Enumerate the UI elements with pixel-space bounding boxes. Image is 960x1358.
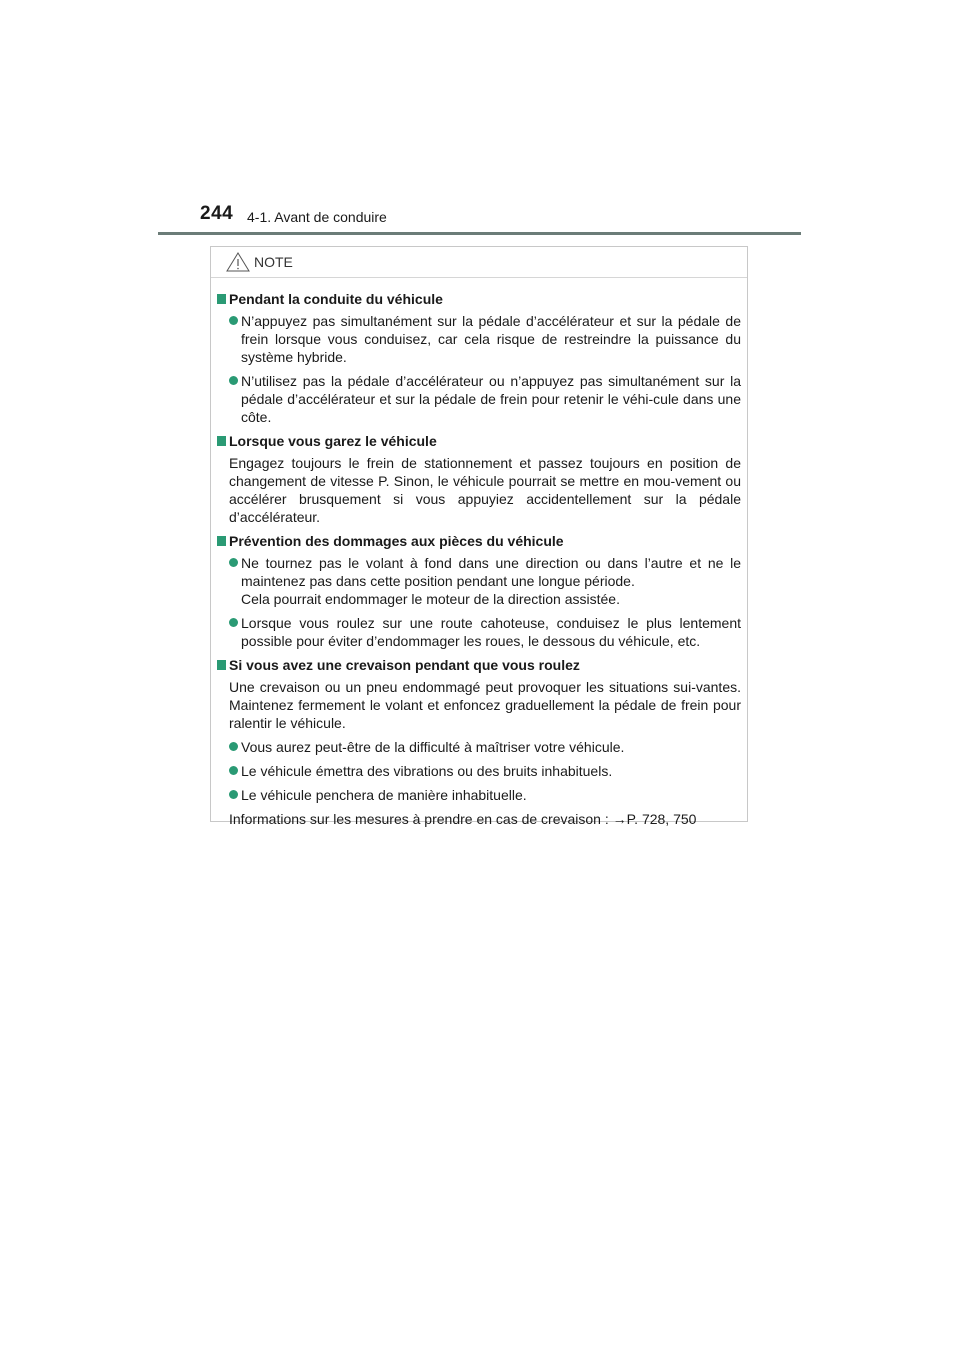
square-bullet-icon (217, 436, 226, 446)
section-heading: Pendant la conduite du véhicule (217, 290, 741, 308)
note-header (211, 247, 747, 278)
header-rule (158, 232, 801, 235)
list-item: N’utilisez pas la pédale d’accélérateur ou n’appuyez pas simultanément sur la pédale d’accélérateur et sur la pédale de frein pour retenir le véhi-cule dans une côte. (217, 372, 741, 426)
note-body (211, 278, 747, 828)
page-number: 244 (200, 203, 234, 224)
round-bullet-icon (229, 790, 238, 799)
note-box (210, 246, 748, 827)
warning-triangle-icon (226, 252, 250, 272)
square-bullet-icon (217, 660, 226, 670)
list-item: Vous aurez peut-être de la difficulté à maîtriser votre véhicule. (217, 738, 741, 756)
round-bullet-icon (229, 742, 238, 751)
reference-line: Informations sur les mesures à prendre en cas de crevaison : →P. 728, 750 (229, 811, 697, 827)
page-header (200, 203, 800, 231)
round-bullet-icon (229, 376, 238, 385)
paragraph: Engagez toujours le frein de stationnement et passez toujours en position de changement de vitesse P. Sinon, le véhicule pourrait se mettre en mou-vement ou accélérer brusquement si vous appuyiez accidentellement sur la pédale d’accélérateur. (229, 455, 741, 525)
note-title: NOTE (254, 254, 293, 270)
list-item: Le véhicule penchera de manière inhabituelle. (217, 786, 741, 804)
round-bullet-icon (229, 558, 238, 567)
list-item: N’appuyez pas simultanément sur la pédale d’accélérateur et sur la pédale de frein lorsque vous conduisez, car cela risque de restreindre la puissance du système hybride. (217, 312, 741, 366)
square-bullet-icon (217, 294, 226, 304)
round-bullet-icon (229, 766, 238, 775)
section-title: 4-1. Avant de conduire (247, 209, 387, 225)
section-heading: Si vous avez une crevaison pendant que vous roulez (217, 656, 741, 674)
list-item: Ne tournez pas le volant à fond dans une direction ou dans l’autre et ne le maintenez pas dans cette position pendant une longue période. Cela pourrait endommager le moteur de la direction assistée. (217, 554, 741, 608)
list-item: Le véhicule émettra des vibrations ou des bruits inhabituels. (217, 762, 741, 780)
square-bullet-icon (217, 536, 226, 546)
round-bullet-icon (229, 618, 238, 627)
paragraph: Une crevaison ou un pneu endommagé peut provoquer les situations sui-vantes. Maintenez fermement le volant et enfoncez graduellement la pédale de frein pour ralentir le véhicule. (229, 679, 741, 731)
round-bullet-icon (229, 316, 238, 325)
section-heading: Prévention des dommages aux pièces du véhicule (217, 532, 741, 550)
section-heading: Lorsque vous garez le véhicule (217, 432, 741, 450)
list-item: Lorsque vous roulez sur une route cahoteuse, conduisez le plus lentement possible pour éviter d’endommager les roues, le dessous du véhicule, etc. (217, 614, 741, 650)
